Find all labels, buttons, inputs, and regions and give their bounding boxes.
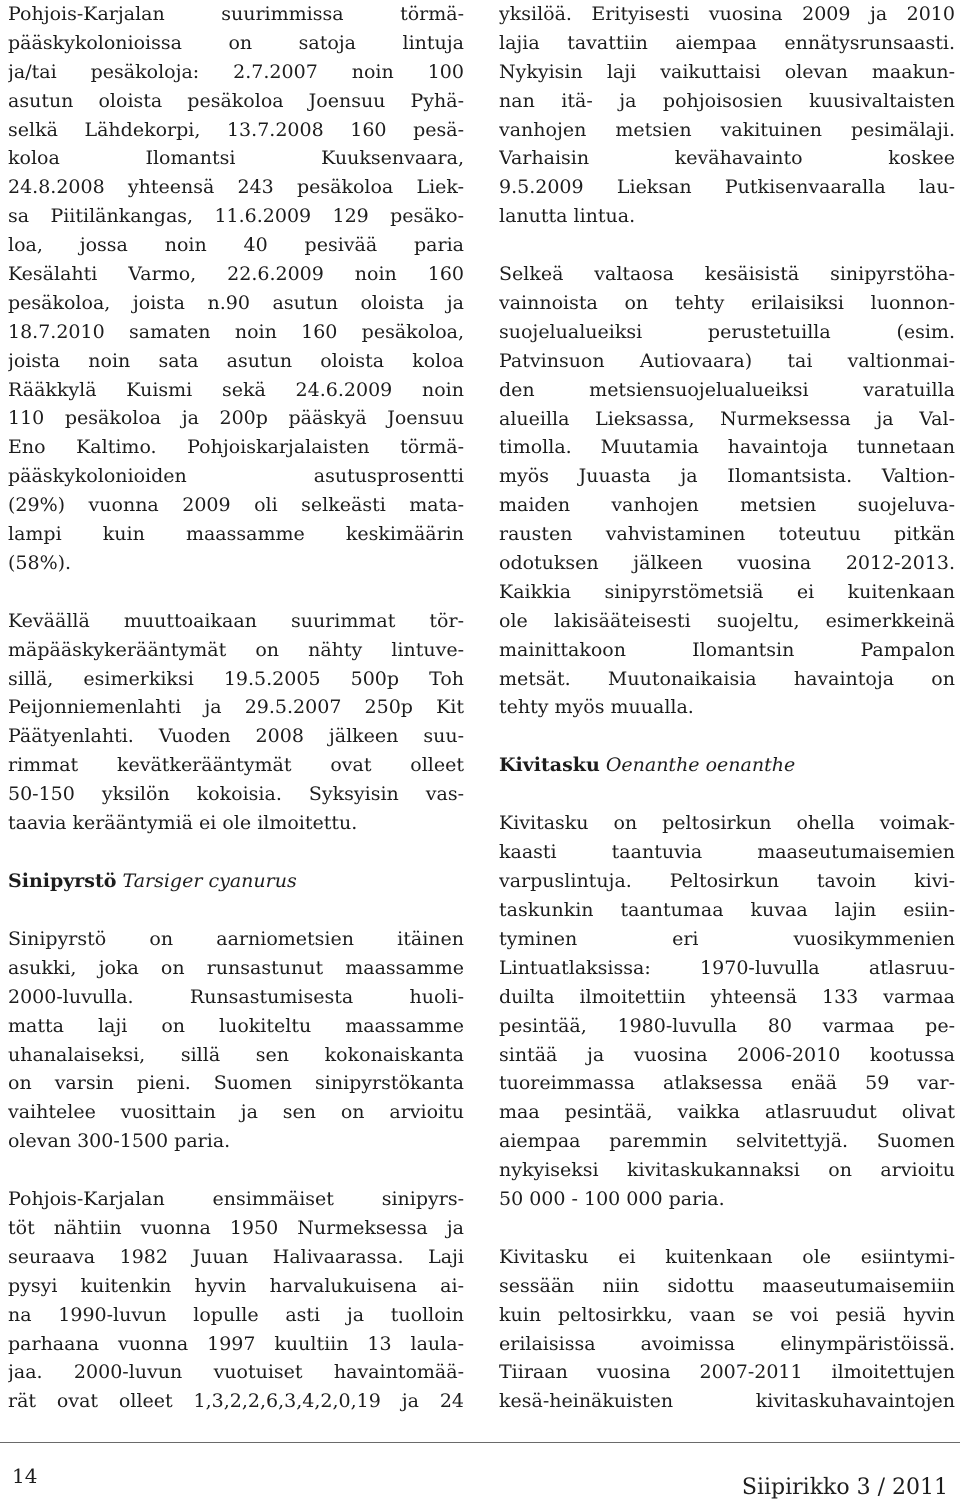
publication-name: Siipirikko 3 / 2011 — [741, 1475, 948, 1500]
text-line: olevan 300-1500 paria. — [8, 1130, 231, 1153]
paragraph-spring-gatherings — [8, 607, 464, 838]
text-line: ja/tai pesäkoloja: 2.7.2007 noin 100 — [8, 60, 464, 83]
text-line: (29%) vuonna 2009 oli selkeästi mata- — [8, 494, 464, 517]
footer-divider — [0, 1442, 960, 1443]
text-line: rät ovat olleet 1,3,2,2,6,3,4,2,0,19 ja 24 — [8, 1390, 464, 1413]
text-line: aiempaa paremmin selvitettyjä. Suomen — [499, 1130, 955, 1153]
text-line: vaihtelee vuosittain ja sen on arvioitu — [8, 1101, 464, 1124]
text-line: pääskykolonioiden asutusprosentti — [8, 465, 464, 488]
text-line: rimmat kevätkerääntymät ovat olleet — [8, 754, 464, 777]
section-heading-sinipyrsto — [8, 867, 464, 896]
section-heading-kivitasku — [499, 751, 955, 780]
text-line: seuraava 1982 Juuan Halivaarassa. Laji — [8, 1245, 464, 1268]
paragraph-gap — [8, 838, 464, 867]
text-line: nan itä- ja pohjoisosien kuusivaltaisten — [499, 89, 955, 112]
paragraph-sinipyrsto-history — [8, 1185, 464, 1416]
text-line: loa, jossa noin 40 pesivää paria — [8, 234, 464, 257]
text-line: asutun oloista pesäkoloa Joensuu Pyhä- — [8, 89, 464, 112]
text-line: kesä-heinäkuisten kivitaskuhavaintojen — [499, 1390, 955, 1413]
text-line: Kesälahti Varmo, 22.6.2009 noin 160 — [8, 263, 464, 286]
text-line: töt nähtiin vuonna 1950 Nurmeksessa ja — [8, 1216, 464, 1239]
text-line: sa Piitilänkangas, 11.6.2009 129 pesäko- — [8, 205, 464, 228]
text-line: taavia kerääntymiä ei ole ilmoitettu. — [8, 812, 358, 835]
heading-latin-name: Oenanthe oenanthe — [605, 754, 796, 777]
paragraph-gap — [499, 780, 955, 809]
text-line: duilta ilmoitettiin yhteensä 133 varmaa — [499, 985, 955, 1008]
text-line: den metsiensuojelualueiksi varatuilla — [499, 378, 955, 401]
text-line: lampi kuin maassamme keskimäärin — [8, 523, 464, 546]
paragraph-gap — [8, 896, 464, 925]
text-line: mäpääskykerääntymät on nähty lintuve- — [8, 638, 464, 661]
paragraph-gap — [8, 1156, 464, 1185]
text-line: Kivitasku on peltosirkun ohella voimak- — [499, 812, 955, 835]
text-line: mainittakoon Ilomantsin Pampalon — [499, 638, 955, 661]
text-line: parhaana vuonna 1997 kuultiin 13 laula- — [8, 1332, 464, 1355]
heading-common-name: Sinipyrstö — [8, 869, 117, 892]
text-line: Pohjois-Karjalan suurimmissa törmä- — [8, 3, 464, 25]
paragraph-sinipyrsto-continued — [499, 0, 955, 231]
text-line: maiden vanhojen metsien suojeluva- — [499, 494, 955, 517]
left-column — [8, 0, 464, 1416]
paragraph-kivitasku-habitat — [499, 1243, 955, 1416]
text-line: Keväällä muuttoaikaan suurimmat tör- — [8, 609, 464, 632]
heading-common-name: Kivitasku — [499, 754, 600, 777]
text-line: Päätyenlahti. Vuoden 2008 jälkeen suu- — [8, 725, 464, 748]
text-line: suojelualueiksi perustetuilla (esim. — [499, 320, 955, 343]
text-line: myös Juuasta ja Ilomantsista. Valtion- — [499, 465, 955, 488]
text-line: taskunkin taantumaa kuvaa lajin esiin- — [499, 899, 955, 922]
text-line: Lintuatlaksissa: 1970-luvulla atlasruu- — [499, 956, 955, 979]
text-line: matta laji on luokiteltu maassamme — [8, 1014, 464, 1037]
text-line: pesintää, 1980-luvulla 80 varmaa pe- — [499, 1014, 955, 1037]
text-line: selkä Lähdekorpi, 13.7.2008 160 pesä- — [8, 118, 464, 141]
text-line: pysyi kuitenkin hyvin harvalukuisena ai- — [8, 1274, 464, 1297]
text-line: 50-150 yksilön kokoisia. Syksyisin vas- — [8, 783, 464, 806]
text-line: Eno Kaltimo. Pohjoiskarjalaisten törmä- — [8, 436, 464, 459]
text-line: sintää ja vuosina 2006-2010 kootussa — [499, 1043, 955, 1066]
text-line: odotuksen jälkeen vuosina 2012-2013. — [499, 552, 955, 575]
text-line: tehty myös muualla. — [499, 696, 694, 719]
text-line: (58%). — [8, 551, 72, 574]
paragraph-colonies — [8, 0, 464, 578]
text-line: koloa Ilomantsi Kuuksenvaara, — [8, 147, 464, 170]
text-line: tyminen eri vuosikymmenien — [499, 927, 955, 950]
text-line: nykyiseksi kivitaskukannaksi on arvioitu — [499, 1159, 955, 1182]
text-line: 50 000 - 100 000 paria. — [499, 1187, 725, 1210]
text-line: 18.7.2010 samaten noin 160 pesäkoloa, — [8, 320, 464, 343]
text-line: asukki, joka on runsastunut maassamme — [8, 956, 464, 979]
text-line: na 1990-luvun lopulle asti ja tuolloin — [8, 1303, 464, 1326]
text-line: Patvinsuon Autiovaara) tai valtionmai- — [499, 349, 955, 372]
text-line: kaasti taantuvia maaseutumaisemien — [499, 841, 955, 864]
text-line: jaa. 2000-luvun vuotuiset havaintomää- — [8, 1361, 464, 1384]
text-line: 24.8.2008 yhteensä 243 pesäkoloa Liek- — [8, 176, 464, 199]
text-line: timolla. Muutamia havaintoja tunnetaan — [499, 436, 955, 459]
text-line: Nykyisin laji vaikuttaisi olevan maakun- — [499, 60, 955, 83]
text-line: Varhaisin kevähavainto koskee — [499, 147, 955, 170]
text-line: Rääkkylä Kuismi sekä 24.6.2009 noin — [8, 378, 464, 401]
text-line: joista noin sata asutun oloista koloa — [8, 349, 464, 372]
text-line: sillä, esimerkiksi 19.5.2005 500p Toh — [8, 667, 464, 690]
text-line: on varsin pieni. Suomen sinipyrstökanta — [8, 1072, 464, 1095]
text-line: vainnoista on tehty erilaisiksi luonnon- — [499, 292, 955, 315]
text-line: Pohjois-Karjalan ensimmäiset sinipyrs- — [8, 1188, 464, 1211]
paragraph-gap — [499, 1214, 955, 1243]
text-line: varpuslintuja. Peltosirkun tavoin kivi- — [499, 870, 955, 893]
text-line: lanutta lintua. — [499, 205, 636, 228]
paragraph-sinipyrsto-intro — [8, 925, 464, 1156]
text-line: metsät. Muutonaikaisia havaintoja on — [499, 667, 955, 690]
text-line: 2000-luvulla. Runsastumisesta huoli- — [8, 985, 464, 1008]
right-column — [499, 0, 955, 1416]
text-line: Kaikkia sinipyrstömetsiä ei kuitenkaan — [499, 580, 955, 603]
text-line: vanhojen metsien vakituinen pesimälaji. — [499, 118, 955, 141]
page-number: 14 — [12, 1464, 38, 1488]
text-line: lajia tavattiin aiempaa ennätysrunsaasti. — [499, 31, 955, 54]
text-line: Sinipyrstö on aarniometsien itäinen — [8, 927, 464, 950]
paragraph-gap — [499, 231, 955, 260]
text-line: kuin peltosirkku, vaan se voi pesiä hyvin — [499, 1303, 955, 1326]
text-line: ole lakisääteisesti suojeltu, esimerkkeinä — [499, 609, 955, 632]
text-line: alueilla Lieksassa, Nurmeksessa ja Val- — [499, 407, 955, 430]
text-line: erilaisissa avoimissa elinympäristöissä. — [499, 1332, 955, 1355]
text-line: rausten vahvistaminen toteutuu pitkän — [499, 523, 955, 546]
text-line: pääskykolonioissa on satoja lintuja — [8, 31, 464, 54]
text-line: Peijonniemenlahti ja 29.5.2007 250p Kit — [8, 696, 464, 719]
text-line: Tiiraan vuosina 2007-2011 ilmoitettujen — [499, 1361, 955, 1384]
heading-latin-name: Tarsiger cyanurus — [122, 869, 297, 892]
paragraph-gap — [499, 722, 955, 751]
paragraph-kivitasku-intro — [499, 809, 955, 1213]
text-line: 9.5.2009 Lieksan Putkisenvaaralla lau- — [499, 176, 955, 199]
text-line: maa pesintää, vaikka atlasruudut olivat — [499, 1101, 955, 1124]
text-line: yksilöä. Erityisesti vuosina 2009 ja 2010 — [499, 3, 955, 25]
text-line: Kivitasku ei kuitenkaan ole esiintymi- — [499, 1245, 955, 1268]
text-line: pesäkoloa, joista n.90 asutun oloista ja — [8, 291, 464, 314]
text-line: Selkeä valtaosa kesäisistä sinipyrstöha- — [499, 263, 955, 286]
text-line: tuoreimmassa atlaksessa enää 59 var- — [499, 1072, 955, 1095]
text-line: uhanalaiseksi, sillä sen kokonaiskanta — [8, 1043, 464, 1066]
paragraph-gap — [8, 578, 464, 607]
paragraph-sinipyrsto-protection — [499, 260, 955, 722]
text-line: 110 pesäkoloa ja 200p pääskyä Joensuu — [8, 407, 464, 430]
text-line: sessään niin sidottu maaseutumaisemiin — [499, 1274, 955, 1297]
